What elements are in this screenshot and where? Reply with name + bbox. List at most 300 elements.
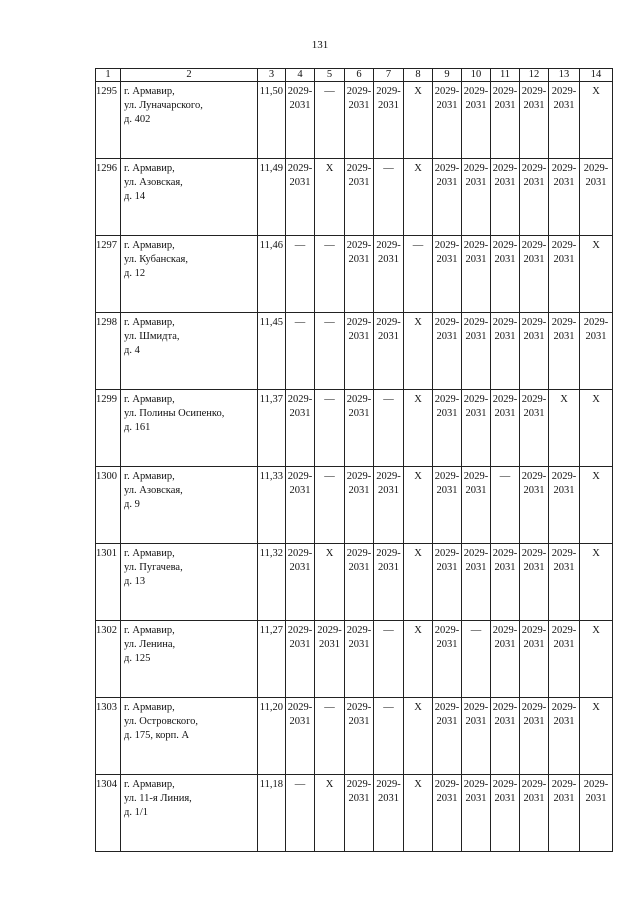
period-cell-col-13 [549, 313, 580, 390]
buildings-schedule-table [95, 68, 613, 852]
cell-line: 2029- [492, 240, 518, 251]
cell-line: Х [414, 625, 422, 636]
period-cell-col-8 [404, 621, 433, 698]
period-cell-col-9 [433, 82, 462, 159]
cell-line: 2029- [521, 471, 547, 482]
cell-line: 2029- [521, 548, 547, 559]
row-number: 1301 [96, 544, 121, 621]
cell-line: 2029- [346, 471, 372, 482]
cell-line: 2029- [434, 625, 460, 636]
value-cell: 11,20 [258, 698, 286, 775]
cell-line: 2031 [553, 716, 575, 727]
cell-line: 2029- [583, 317, 609, 328]
value-cell: 11,50 [258, 82, 286, 159]
period-cell-col-11 [491, 775, 520, 852]
cell-line: 2029- [463, 548, 489, 559]
period-cell-col-13 [549, 82, 580, 159]
cell-line: 2031 [378, 485, 399, 496]
period-cell-col-9 [433, 467, 462, 544]
address-cell [121, 467, 258, 544]
cell-line: Х [414, 548, 422, 559]
cell-line: 2029- [463, 240, 489, 251]
cell-line: 2031 [523, 793, 545, 804]
column-header-7: 7 [374, 69, 404, 82]
cell-line: 2031 [289, 562, 311, 573]
cell-line: 2031 [553, 639, 575, 650]
period-cell-col-7 [374, 236, 404, 313]
table-header-row [96, 69, 613, 82]
cell-line: 2031 [494, 793, 516, 804]
cell-line: 2031 [523, 716, 545, 727]
cell-line: 2029- [434, 86, 460, 97]
cell-line: 2029- [551, 163, 577, 174]
address-house: д. 4 [124, 345, 140, 356]
period-cell-col-10 [462, 544, 491, 621]
period-cell-col-12 [520, 313, 549, 390]
period-cell-col-12 [520, 544, 549, 621]
period-cell-col-10 [462, 467, 491, 544]
cell-line: 2029- [434, 163, 460, 174]
cell-line: 2029- [317, 625, 342, 636]
address-house: д. 161 [124, 422, 151, 433]
column-header-13: 13 [549, 69, 580, 82]
period-cell-col-12 [520, 775, 549, 852]
cell-line: 2029- [376, 240, 401, 251]
value-cell: 11,18 [258, 775, 286, 852]
cell-line: 2029- [434, 394, 460, 405]
page-number: 131 [311, 39, 329, 51]
cell-line: 2031 [378, 793, 399, 804]
row-number: 1304 [96, 775, 121, 852]
column-header-6: 6 [345, 69, 374, 82]
cell-line: 2029- [521, 86, 547, 97]
cell-line: 2029- [492, 548, 518, 559]
period-cell-col-6 [345, 236, 374, 313]
cell-line: 2031 [523, 100, 545, 111]
cell-line: 2031 [494, 639, 516, 650]
address-street: ул. Азовская, [124, 485, 183, 496]
cell-line: Х [325, 548, 334, 559]
cell-line: 2031 [348, 100, 370, 111]
cell-line: 2031 [436, 793, 458, 804]
cell-line: 2031 [523, 254, 545, 265]
cell-line: Х [414, 163, 422, 174]
address-street: ул. Азовская, [124, 177, 183, 188]
cell-line: — [324, 471, 335, 482]
period-cell-col-9 [433, 159, 462, 236]
cell-line: 2029- [463, 779, 489, 790]
cell-line: 2029- [346, 163, 372, 174]
cell-line: — [324, 317, 335, 328]
period-cell-col-14 [580, 159, 613, 236]
value-cell: 11,33 [258, 467, 286, 544]
address-cell [121, 698, 258, 775]
period-cell-col-13 [549, 159, 580, 236]
cell-line: Х [592, 625, 600, 636]
period-cell-col-12 [520, 621, 549, 698]
cell-line: Х [414, 471, 422, 482]
row-number: 1295 [96, 82, 121, 159]
period-cell-col-11 [491, 313, 520, 390]
address-city: г. Армавир, [124, 394, 175, 405]
cell-line: 2029- [492, 163, 518, 174]
cell-line: Х [592, 702, 600, 713]
period-cell-col-10 [462, 82, 491, 159]
period-cell-col-6 [345, 390, 374, 467]
period-cell-col-11 [491, 82, 520, 159]
address-street: ул. Луначарского, [124, 100, 203, 111]
cell-line: — [324, 394, 335, 405]
cell-line: 2029- [376, 779, 401, 790]
period-cell-col-14 [580, 544, 613, 621]
column-header-4: 4 [286, 69, 315, 82]
cell-line: 2031 [465, 331, 487, 342]
column-header-14: 14 [580, 69, 613, 82]
period-cell-col-10 [462, 698, 491, 775]
cell-line: 2029- [287, 163, 313, 174]
period-cell-col-11 [491, 467, 520, 544]
address-street: ул. Шмидта, [124, 331, 180, 342]
cell-line: 2031 [289, 485, 311, 496]
period-cell-col-11 [491, 621, 520, 698]
cell-line: 2031 [523, 485, 545, 496]
address-city: г. Армавир, [124, 702, 175, 713]
cell-line: 2031 [436, 562, 458, 573]
cell-line: 2029- [551, 86, 577, 97]
cell-line: 2029- [492, 779, 518, 790]
cell-line: 2029- [346, 317, 372, 328]
period-cell-col-14 [580, 236, 613, 313]
address-house: д. 1/1 [124, 807, 149, 818]
cell-line: 2031 [523, 562, 545, 573]
cell-line: 2031 [436, 331, 458, 342]
cell-line: Х [560, 394, 568, 405]
table-row [96, 775, 613, 852]
cell-line: 2031 [289, 177, 311, 188]
row-number: 1300 [96, 467, 121, 544]
period-cell-col-9 [433, 775, 462, 852]
cell-line: 2031 [436, 639, 458, 650]
cell-line: 2029- [521, 625, 547, 636]
period-cell-col-5 [315, 775, 345, 852]
row-number: 1297 [96, 236, 121, 313]
period-cell-col-4 [286, 698, 315, 775]
cell-line: — [499, 471, 511, 482]
period-cell-col-8 [404, 313, 433, 390]
period-cell-col-9 [433, 390, 462, 467]
address-cell [121, 390, 258, 467]
period-cell-col-5 [315, 544, 345, 621]
cell-line: 2031 [465, 793, 487, 804]
period-cell-col-5 [315, 236, 345, 313]
cell-line: 2031 [348, 254, 370, 265]
cell-line: — [470, 625, 482, 636]
address-street: ул. Полины Осипенко, [124, 408, 225, 419]
cell-line: 2029- [287, 471, 313, 482]
cell-line: 2031 [465, 716, 487, 727]
cell-line: 2031 [494, 254, 516, 265]
column-header-12: 12 [520, 69, 549, 82]
cell-line: 2029- [492, 625, 518, 636]
cell-line: 2029- [346, 548, 372, 559]
table-row [96, 698, 613, 775]
column-header-9: 9 [433, 69, 462, 82]
row-number: 1299 [96, 390, 121, 467]
cell-line: 2029- [551, 548, 577, 559]
cell-line: 2029- [492, 317, 518, 328]
address-house: д. 14 [124, 191, 146, 202]
cell-line: 2031 [465, 254, 487, 265]
period-cell-col-5 [315, 82, 345, 159]
period-cell-col-4 [286, 390, 315, 467]
column-header-1: 1 [96, 69, 121, 82]
period-cell-col-14 [580, 775, 613, 852]
cell-line: 2031 [465, 485, 487, 496]
cell-line: 2029- [376, 471, 401, 482]
cell-line: — [412, 240, 424, 251]
cell-line: 2031 [348, 177, 370, 188]
column-header-2: 2 [121, 69, 258, 82]
period-cell-col-12 [520, 82, 549, 159]
period-cell-col-8 [404, 544, 433, 621]
cell-line: 2029- [583, 779, 609, 790]
cell-line: 2031 [378, 562, 399, 573]
table-row [96, 313, 613, 390]
period-cell-col-11 [491, 390, 520, 467]
cell-line: 2029- [551, 702, 577, 713]
cell-line: 2031 [378, 254, 399, 265]
cell-line: 2031 [436, 177, 458, 188]
cell-line: 2029- [521, 163, 547, 174]
period-cell-col-6 [345, 467, 374, 544]
period-cell-col-14 [580, 621, 613, 698]
address-city: г. Армавир, [124, 240, 175, 251]
address-street: ул. Кубанская, [124, 254, 188, 265]
cell-line: 2029- [521, 317, 547, 328]
cell-line: 2029- [463, 163, 489, 174]
cell-line: 2031 [348, 408, 370, 419]
cell-line: 2029- [434, 240, 460, 251]
cell-line: 2031 [494, 716, 516, 727]
cell-line: Х [414, 317, 422, 328]
period-cell-col-7 [374, 621, 404, 698]
period-cell-col-7 [374, 467, 404, 544]
cell-line: 2029- [287, 702, 313, 713]
address-city: г. Армавир, [124, 548, 175, 559]
cell-line: 2031 [523, 177, 545, 188]
period-cell-col-7 [374, 390, 404, 467]
period-cell-col-12 [520, 698, 549, 775]
cell-line: — [383, 394, 394, 405]
cell-line: 2031 [585, 331, 607, 342]
cell-line: 2029- [521, 240, 547, 251]
period-cell-col-5 [315, 313, 345, 390]
cell-line: 2029- [434, 548, 460, 559]
cell-line: 2031 [553, 562, 575, 573]
cell-line: 2031 [494, 408, 516, 419]
period-cell-col-13 [549, 698, 580, 775]
cell-line: — [294, 240, 306, 251]
cell-line: 2031 [553, 331, 575, 342]
cell-line: — [383, 625, 394, 636]
cell-line: 2031 [348, 639, 370, 650]
cell-line: 2031 [523, 639, 545, 650]
cell-line: 2029- [551, 240, 577, 251]
period-cell-col-10 [462, 313, 491, 390]
cell-line: 2031 [289, 639, 311, 650]
value-cell: 11,45 [258, 313, 286, 390]
cell-line: 2029- [463, 86, 489, 97]
period-cell-col-8 [404, 82, 433, 159]
cell-line: 2029- [551, 779, 577, 790]
period-cell-col-9 [433, 698, 462, 775]
cell-line: 2031 [289, 100, 311, 111]
period-cell-col-12 [520, 467, 549, 544]
period-cell-col-14 [580, 82, 613, 159]
cell-line: 2031 [436, 408, 458, 419]
cell-line: 2029- [346, 394, 372, 405]
row-number: 1298 [96, 313, 121, 390]
period-cell-col-9 [433, 236, 462, 313]
cell-line: 2029- [434, 702, 460, 713]
value-cell: 11,37 [258, 390, 286, 467]
cell-line: 2029- [492, 702, 518, 713]
period-cell-col-13 [549, 390, 580, 467]
period-cell-col-14 [580, 698, 613, 775]
address-cell [121, 544, 258, 621]
table-row [96, 544, 613, 621]
address-city: г. Армавир, [124, 163, 175, 174]
period-cell-col-5 [315, 159, 345, 236]
cell-line: 2031 [553, 485, 575, 496]
cell-line: 2029- [521, 779, 547, 790]
period-cell-col-4 [286, 467, 315, 544]
cell-line: 2029- [346, 240, 372, 251]
address-house: д. 12 [124, 268, 146, 279]
cell-line: 2029- [463, 702, 489, 713]
period-cell-col-9 [433, 621, 462, 698]
cell-line: 2031 [465, 177, 487, 188]
cell-line: — [294, 779, 306, 790]
cell-line: 2029- [521, 702, 547, 713]
address-street: ул. 11-я Линия, [124, 793, 192, 804]
cell-line: 2029- [551, 625, 577, 636]
period-cell-col-10 [462, 236, 491, 313]
cell-line: Х [592, 394, 600, 405]
period-cell-col-8 [404, 698, 433, 775]
address-city: г. Армавир, [124, 86, 175, 97]
cell-line: Х [325, 163, 334, 174]
cell-line: 2029- [287, 394, 313, 405]
cell-line: 2031 [348, 793, 370, 804]
period-cell-col-6 [345, 775, 374, 852]
period-cell-col-14 [580, 390, 613, 467]
cell-line: 2031 [553, 177, 575, 188]
period-cell-col-13 [549, 236, 580, 313]
cell-line: 2031 [465, 408, 487, 419]
period-cell-col-4 [286, 544, 315, 621]
address-cell [121, 236, 258, 313]
cell-line: 2031 [289, 716, 311, 727]
period-cell-col-11 [491, 159, 520, 236]
cell-line: 2031 [553, 254, 575, 265]
period-cell-col-11 [491, 236, 520, 313]
cell-line: 2029- [434, 471, 460, 482]
address-city: г. Армавир, [124, 317, 175, 328]
cell-line: 2029- [346, 86, 372, 97]
cell-line: 2029- [492, 394, 518, 405]
row-number: 1302 [96, 621, 121, 698]
address-cell [121, 82, 258, 159]
cell-line: 2031 [585, 177, 607, 188]
cell-line: — [383, 702, 394, 713]
period-cell-col-8 [404, 467, 433, 544]
cell-line: Х [592, 471, 600, 482]
cell-line: 2029- [434, 317, 460, 328]
table-row [96, 236, 613, 313]
period-cell-col-10 [462, 390, 491, 467]
cell-line: 2031 [348, 562, 370, 573]
period-cell-col-9 [433, 313, 462, 390]
address-city: г. Армавир, [124, 625, 175, 636]
period-cell-col-11 [491, 698, 520, 775]
address-house: д. 402 [124, 114, 151, 125]
period-cell-col-4 [286, 159, 315, 236]
address-street: ул. Пугачева, [124, 562, 183, 573]
address-house: д. 125 [124, 653, 151, 664]
cell-line: 2031 [348, 716, 370, 727]
cell-line: 2031 [436, 100, 458, 111]
cell-line: 2029- [434, 779, 460, 790]
value-cell: 11,49 [258, 159, 286, 236]
cell-line: Х [414, 394, 422, 405]
cell-line: — [324, 702, 335, 713]
table-body [96, 82, 613, 852]
address-street: ул. Ленина, [124, 639, 176, 650]
period-cell-col-12 [520, 236, 549, 313]
period-cell-col-8 [404, 159, 433, 236]
cell-line: — [294, 317, 306, 328]
period-cell-col-11 [491, 544, 520, 621]
row-number: 1303 [96, 698, 121, 775]
address-city: г. Армавир, [124, 779, 175, 790]
cell-line: 2029- [287, 625, 313, 636]
cell-line: 2029- [376, 548, 401, 559]
period-cell-col-4 [286, 313, 315, 390]
cell-line: 2029- [551, 317, 577, 328]
period-cell-col-14 [580, 467, 613, 544]
period-cell-col-6 [345, 544, 374, 621]
cell-line: 2029- [463, 471, 489, 482]
cell-line: 2031 [494, 331, 516, 342]
period-cell-col-4 [286, 236, 315, 313]
address-cell [121, 775, 258, 852]
cell-line: 2029- [521, 394, 547, 405]
cell-line: Х [414, 86, 422, 97]
cell-line: 2029- [551, 471, 577, 482]
period-cell-col-14 [580, 313, 613, 390]
period-cell-col-8 [404, 236, 433, 313]
period-cell-col-5 [315, 621, 345, 698]
cell-line: 2029- [287, 548, 313, 559]
period-cell-col-6 [345, 621, 374, 698]
period-cell-col-4 [286, 621, 315, 698]
period-cell-col-4 [286, 82, 315, 159]
cell-line: 2031 [436, 254, 458, 265]
cell-line: 2031 [465, 562, 487, 573]
table-row [96, 621, 613, 698]
period-cell-col-7 [374, 775, 404, 852]
